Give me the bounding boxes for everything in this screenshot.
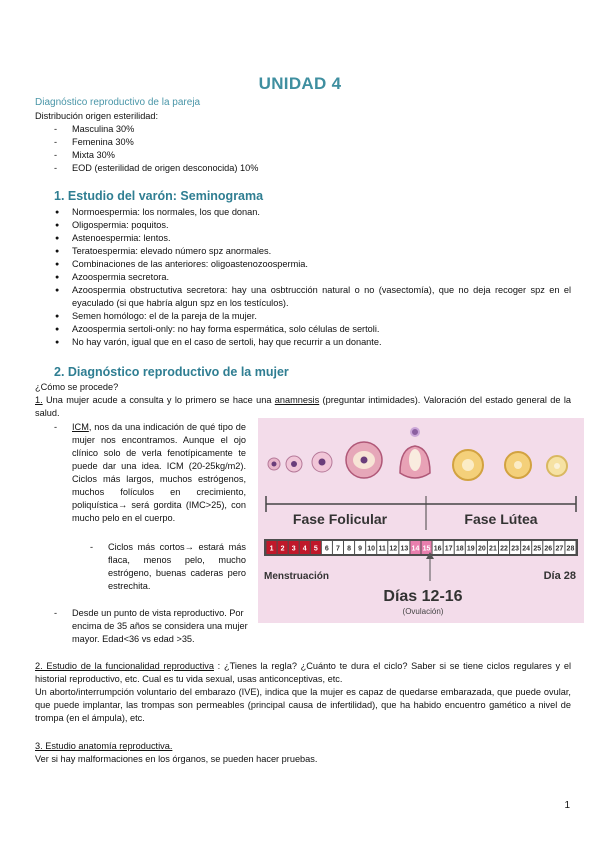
day-number: 17 xyxy=(444,545,453,553)
follicle-icon xyxy=(268,458,280,470)
day-number: 4 xyxy=(302,545,307,553)
day-number: 21 xyxy=(489,545,497,553)
section-heading-varon: 1. Estudio del varón: Seminograma xyxy=(54,189,264,203)
ovulation-icon xyxy=(400,428,430,478)
page-title: UNIDAD 4 xyxy=(258,74,342,93)
day-number: 20 xyxy=(477,545,486,553)
menstruacion-label: Menstruación xyxy=(264,571,330,582)
day-number: 25 xyxy=(533,545,542,553)
day-number: 1 xyxy=(269,545,274,553)
day-number: 9 xyxy=(358,545,363,553)
list-item: ● Semen homólogo: el de la pareja de la mujer. xyxy=(35,310,571,323)
corpus-albicans-icon xyxy=(547,456,567,476)
seminograma-list xyxy=(35,206,571,349)
corpus-luteum-icon xyxy=(453,450,483,480)
day-number: 13 xyxy=(400,545,409,553)
anatomia-heading: 3. Estudio anatomía reproductiva. xyxy=(35,741,173,751)
day-number: 5 xyxy=(313,545,318,553)
funcionalidad-heading: 2. Estudio de la funcionalidad reproductiva xyxy=(35,661,214,671)
day-number: 19 xyxy=(466,545,475,553)
list-item: - Ciclos más cortos→ estará más flaca, menos pelo, mucho estrógeno, buenas caderas pero estrechita. xyxy=(90,541,246,593)
ovulation-label: (Ovulación) xyxy=(402,607,444,616)
list-item: ● No hay varón, igual que en el caso de sertoli, hay que recurrir a un donante. xyxy=(35,336,571,349)
paragraph-anamnesis: 1. Una mujer acude a consulta y lo primero se hace una anamnesis (preguntar intimidades). Valoración del estado general de la salud. xyxy=(35,395,571,418)
distribucion-list xyxy=(54,123,554,175)
follicle-icon xyxy=(286,456,302,472)
paragraph-aborto: Un aborto/interrumpción voluntario del embarazo (IVE), indica que la mujer es capaz de quedarse embarazada, que puede ovular, que puede implantar, las trompas son permeables (principal causa de infertilidad), que ha habido encuentro gamético a nivel de trompa (en el ámpula), etc. xyxy=(35,687,571,723)
sub-list xyxy=(90,541,246,593)
dia28-label: Día 28 xyxy=(543,570,576,582)
corpus-luteum-icon xyxy=(505,452,531,478)
day-number: 2 xyxy=(280,545,285,553)
list-item: ● Astenoespermia: lentos. xyxy=(35,232,571,245)
icm-term: ICM xyxy=(72,422,89,432)
day-number: 15 xyxy=(422,545,431,553)
day-number: 28 xyxy=(566,545,575,553)
list-item: - Mixta 30% xyxy=(54,149,554,162)
day-number: 22 xyxy=(500,545,508,553)
day-number: 23 xyxy=(511,545,520,553)
day-number: 24 xyxy=(522,545,531,553)
list-item: ● Oligospermia: poquitos. xyxy=(35,219,571,232)
question: ¿Cómo se procede? xyxy=(35,382,119,392)
day-number: 7 xyxy=(336,545,340,553)
list-item: ● Teratoespermia: elevado número spz anormales. xyxy=(35,245,571,258)
list-item: ● Azoospermia secretora. xyxy=(35,271,571,284)
paragraph-funcionalidad: 2. Estudio de la funcionalidad reproductiva : ¿Tienes la regla? ¿Cuánto te dura el ciclo? Saber si se tiene ciclos regulares y el historial reproductivo, etc. Cual es tu vida sexual, usas anticonceptivas, etc. xyxy=(35,661,571,684)
anatomia-paragraph: Ver si hay malformaciones en los órganos, se pueden hacer pruebas. xyxy=(35,754,318,764)
list-item: - Femenina 30% xyxy=(54,136,554,149)
page-subtitle: Diagnóstico reproductivo de la pareja xyxy=(35,97,201,108)
icm-list xyxy=(54,421,246,525)
list-item: ● Combinaciones de las anteriores: oligoastenozoospermia. xyxy=(35,258,571,271)
paragraph-number: 1. xyxy=(35,395,43,405)
list-item: ● Azoospermia obstructutiva secretora: hay una osbtrucción natural o no (vasectomía), que no deja recoger spz en el eyaculado (si que habría algun spz en los testículos). xyxy=(35,284,571,310)
day-number: 16 xyxy=(433,545,442,553)
phase-lutea-label: Fase Lútea xyxy=(464,511,538,527)
cycle-illustration xyxy=(258,418,584,623)
list-item: - EOD (esterilidad de origen desconocida) 10% xyxy=(54,162,554,175)
day-number: 10 xyxy=(367,545,376,553)
anamnesis-term: anamnesis xyxy=(274,395,320,405)
day-number: 3 xyxy=(291,545,296,553)
follicle-icon xyxy=(312,452,332,472)
day-number: 27 xyxy=(555,545,564,553)
menstrual-cycle-figure xyxy=(258,418,584,623)
day-number: 18 xyxy=(455,545,464,553)
day-number: 8 xyxy=(347,545,351,553)
day-number: 11 xyxy=(378,545,386,553)
section-heading-mujer: 2. Diagnóstico reproductivo de la mujer xyxy=(54,365,289,379)
ovulation-days-label: Días 12-16 xyxy=(383,588,463,605)
day-number: 12 xyxy=(389,545,398,553)
distribucion-intro: Distribución origen esterilidad: xyxy=(35,111,159,121)
age-list xyxy=(54,607,254,646)
follicle-icon xyxy=(346,442,382,478)
list-item: - Masculina 30% xyxy=(54,123,554,136)
list-item: ● Normoespermia: los normales, los que donan. xyxy=(35,206,571,219)
list-item: ● Azoospermia sertoli-only: no hay forma espermática, solo células de sertoli. xyxy=(35,323,571,336)
list-item: - Desde un punto de vista reproductivo. Por encima de 35 años se considera una mujer mayor. Edad<36 vs edad >35. xyxy=(54,607,254,646)
list-item: - ICM, nos da una indicación de qué tipo de mujer nos encontramos. Aunque el ojo clínico solo de verla fenotípicamente te puede dar una idea. ICM (20-25kg/m2). Ciclos más largos, muchos estrógenos, muchos folículos en crecimiento, poliquística→ será gordita (IMC>25), con mucho pelo en el cuerpo. xyxy=(54,421,246,525)
day-number: 26 xyxy=(544,545,553,553)
page-number: 1 xyxy=(564,800,570,811)
phase-folicular-label: Fase Folicular xyxy=(292,511,388,527)
day-number: 14 xyxy=(411,545,420,553)
day-number: 6 xyxy=(324,545,329,553)
